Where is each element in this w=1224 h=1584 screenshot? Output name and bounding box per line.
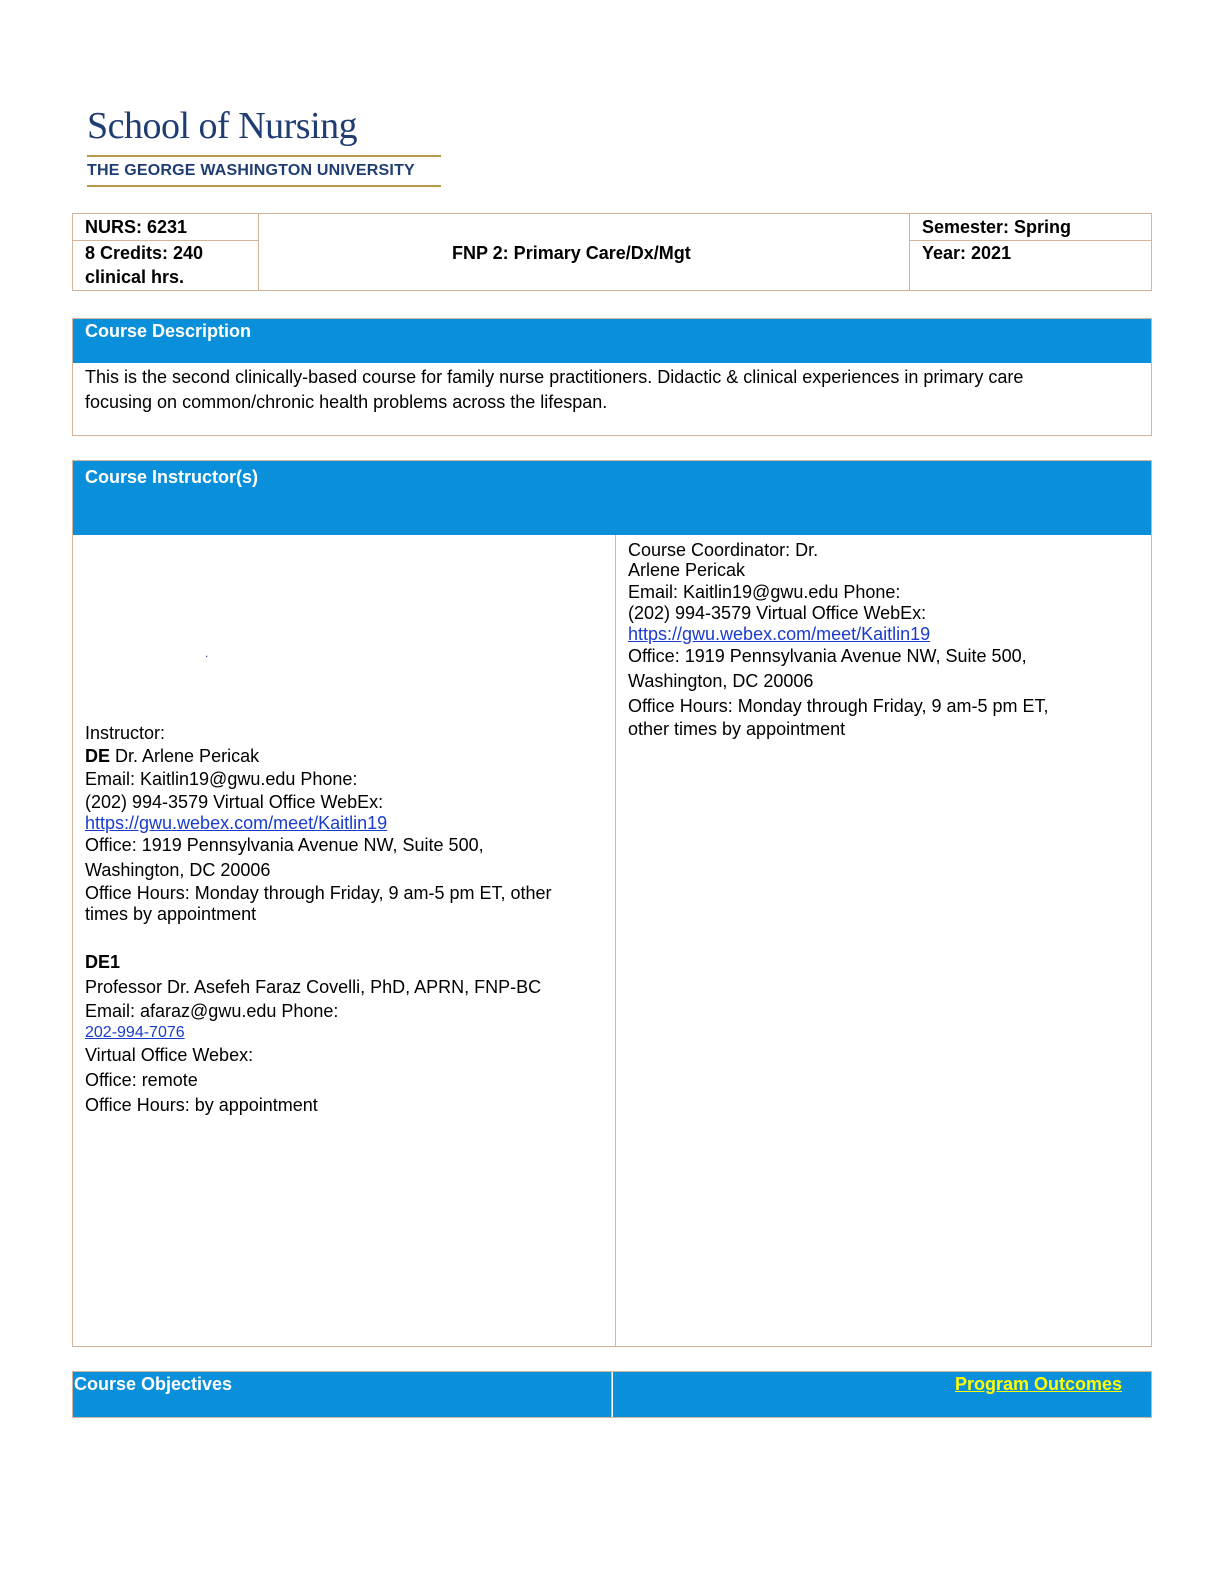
- year: Year: 2021: [922, 243, 1012, 263]
- de1-hours: Office Hours: by appointment: [85, 1095, 318, 1115]
- de1-label: DE1: [85, 952, 121, 972]
- course-info-divider-left: [258, 213, 259, 291]
- coordinator-line-2: Arlene Pericak: [628, 560, 746, 580]
- instructors-column-divider: [615, 535, 616, 1347]
- objectives-column-divider: [611, 1371, 612, 1418]
- instructor-city: Washington, DC 20006: [85, 860, 271, 880]
- instructor-hours-1: Office Hours: Monday through Friday, 9 am-5 pm ET, other: [85, 883, 552, 903]
- course-title: FNP 2: Primary Care/Dx/Mgt: [452, 243, 691, 263]
- course-info-row-divider-right: [909, 240, 1152, 241]
- instructor-label: Instructor:: [85, 723, 166, 743]
- course-instructors-heading: Course Instructor(s): [85, 467, 259, 487]
- coordinator-line-1: Course Coordinator: Dr.: [628, 540, 819, 560]
- coordinator-email: Email: Kaitlin19@gwu.edu Phone:: [628, 582, 901, 602]
- course-description-line-2: focusing on common/chronic health problems across the lifespan.: [85, 392, 608, 412]
- logo-divider-bottom: [87, 185, 441, 187]
- course-info-row-divider-left: [72, 240, 259, 241]
- coordinator-webex-link[interactable]: https://gwu.webex.com/meet/Kaitlin19: [628, 624, 931, 644]
- de1-phone-link[interactable]: 202-994-7076: [85, 1024, 185, 1041]
- instructor-de-line: [85, 745, 259, 767]
- credits-line-1: 8 Credits: 240: [85, 243, 204, 263]
- course-objectives-heading: Course Objectives: [74, 1374, 233, 1394]
- instructor-office: Office: 1919 Pennsylvania Avenue NW, Suite 500,: [85, 835, 484, 855]
- de1-office: Office: remote: [85, 1070, 198, 1090]
- instructor-phone: (202) 994-3579 Virtual Office WebEx:: [85, 792, 384, 812]
- school-name-logo: School of Nursing: [87, 105, 358, 147]
- credits-line-2: clinical hrs.: [85, 267, 185, 287]
- course-description-heading: Course Description: [85, 321, 252, 341]
- coordinator-city: Washington, DC 20006: [628, 671, 814, 691]
- stray-dot: .: [205, 646, 209, 660]
- coordinator-office: Office: 1919 Pennsylvania Avenue NW, Suite 500,: [628, 646, 1027, 666]
- course-description-line-1: This is the second clinically-based course for family nurse practitioners. Didactic & clinical experiences in primary care: [85, 367, 1024, 387]
- semester: Semester: Spring: [922, 217, 1072, 237]
- de-label: DE: [85, 746, 111, 766]
- coordinator-hours-2: other times by appointment: [628, 719, 846, 739]
- de1-instructor-name: Professor Dr. Asefeh Faraz Covelli, PhD, APRN, FNP-BC: [85, 977, 542, 997]
- instructor-email: Email: Kaitlin19@gwu.edu Phone:: [85, 769, 358, 789]
- de1-email: Email: afaraz@gwu.edu Phone:: [85, 1001, 339, 1021]
- logo-divider: [87, 155, 441, 157]
- de1-virtual-office: Virtual Office Webex:: [85, 1045, 254, 1065]
- coordinator-hours-1: Office Hours: Monday through Friday, 9 am-5 pm ET,: [628, 696, 1049, 716]
- instructor-hours-2: times by appointment: [85, 904, 257, 924]
- de-instructor-name: Dr. Arlene Pericak: [110, 746, 260, 766]
- course-number: NURS: 6231: [85, 217, 188, 237]
- program-outcomes-link[interactable]: Program Outcomes: [955, 1374, 1123, 1394]
- course-info-divider-right: [909, 213, 910, 291]
- university-name: THE GEORGE WASHINGTON UNIVERSITY: [87, 162, 415, 179]
- instructor-webex-link[interactable]: https://gwu.webex.com/meet/Kaitlin19: [85, 813, 388, 833]
- coordinator-phone: (202) 994-3579 Virtual Office WebEx:: [628, 603, 927, 623]
